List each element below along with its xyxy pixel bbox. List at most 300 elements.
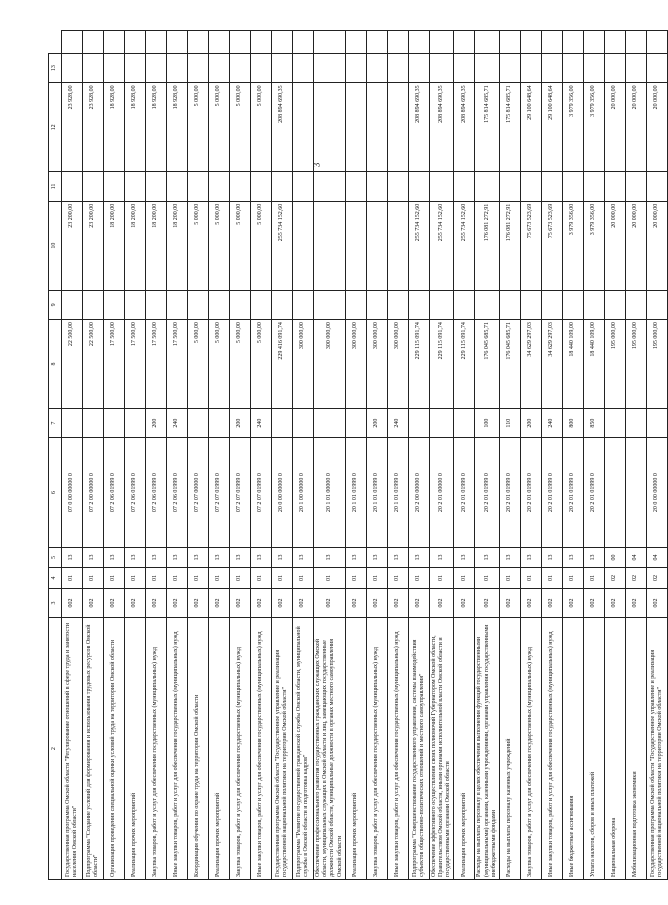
cell-empty	[167, 31, 188, 54]
cell-c10: 255 734 152,60	[272, 201, 293, 290]
table-row	[625, 31, 646, 880]
cell-c4: 02	[625, 568, 646, 588]
cell-c7	[62, 408, 83, 438]
cell-c12	[314, 83, 346, 172]
cell-c12	[366, 83, 387, 172]
cell-c7: 200	[230, 408, 251, 438]
cell-c6	[625, 438, 646, 547]
cell-c7	[293, 408, 314, 438]
cell-c3: 002	[520, 588, 541, 618]
cell-c10: 23 200,00	[83, 201, 104, 290]
cell-name: Реализация прочих мероприятий	[209, 618, 230, 880]
cell-c3: 002	[499, 588, 520, 618]
cell-c5: 13	[366, 547, 387, 567]
cell-c6: 20 2 01 01999 0	[541, 438, 562, 547]
cell-empty	[366, 53, 387, 83]
cell-c6: 07 2 06 01999 0	[167, 438, 188, 547]
column-header: 5	[49, 547, 62, 567]
cell-empty	[62, 53, 83, 83]
cell-c5: 13	[541, 547, 562, 567]
cell-c6	[604, 438, 625, 547]
table-row	[520, 31, 541, 880]
cell-c3: 002	[541, 588, 562, 618]
cell-c12: 20 000,00	[625, 83, 646, 172]
cell-c7	[604, 408, 625, 438]
cell-empty	[230, 290, 251, 320]
cell-c4: 01	[314, 568, 346, 588]
cell-empty	[146, 290, 167, 320]
cell-c3: 002	[429, 588, 454, 618]
cell-c8: 300 000,00	[293, 320, 314, 409]
cell-c5: 13	[454, 547, 475, 567]
cell-empty	[209, 290, 230, 320]
cell-c12: 18 928,00	[104, 83, 125, 172]
cell-c8: 229 115 091,74	[429, 320, 454, 409]
table-header	[49, 31, 62, 880]
cell-c3: 002	[146, 588, 167, 618]
table-row	[83, 31, 104, 880]
cell-c7: 200	[366, 408, 387, 438]
cell-c6: 20 1 01 01999 0	[366, 438, 387, 547]
cell-c8: 300 000,00	[314, 320, 346, 409]
cell-c8: 34 629 297,03	[541, 320, 562, 409]
table-row	[499, 31, 520, 880]
cell-empty	[562, 53, 583, 83]
cell-empty	[167, 53, 188, 83]
table-row	[366, 31, 387, 880]
cell-name: Расходы на выплаты персоналу в целях обеспечения выполнения функций государственными (муниципальными) органами, казенными учреждениями, органами управления государственными внебюджетными фондами	[475, 618, 500, 880]
cell-c6: 20 2 01 00000 0	[429, 438, 454, 547]
cell-c10	[345, 201, 366, 290]
cell-c7	[125, 408, 146, 438]
cell-empty	[562, 172, 583, 202]
table-row	[454, 31, 475, 880]
cell-c3: 002	[583, 588, 604, 618]
cell-c7	[272, 408, 293, 438]
cell-c6: 20 2 01 01999 0	[583, 438, 604, 547]
cell-c8: 300 000,00	[366, 320, 387, 409]
cell-c10	[387, 201, 408, 290]
cell-name: Реализация прочих мероприятий	[125, 618, 146, 880]
cell-c5: 04	[625, 547, 646, 567]
cell-empty	[251, 290, 272, 320]
page-number: 3	[311, 162, 322, 168]
cell-c6: 07 0 00 00000 0	[62, 438, 83, 547]
cell-empty	[454, 172, 475, 202]
cell-empty	[125, 31, 146, 54]
cell-empty	[454, 31, 475, 54]
cell-c10: 18 200,00	[146, 201, 167, 290]
cell-empty	[104, 172, 125, 202]
cell-c12: 5 000,00	[251, 83, 272, 172]
cell-c3: 002	[646, 588, 667, 618]
cell-c6: 07 2 00 00000 0	[83, 438, 104, 547]
cell-name: Мобилизационная подготовка экономики	[625, 618, 646, 880]
cell-c5: 13	[408, 547, 429, 567]
cell-c10: 18 200,00	[104, 201, 125, 290]
table-row	[604, 31, 625, 880]
cell-c12: 18 928,00	[167, 83, 188, 172]
table-row	[167, 31, 188, 880]
cell-c4: 01	[146, 568, 167, 588]
cell-empty	[541, 290, 562, 320]
cell-c3: 002	[104, 588, 125, 618]
table-row	[646, 31, 667, 880]
cell-c4: 01	[541, 568, 562, 588]
cell-c7: 800	[562, 408, 583, 438]
cell-c5: 13	[146, 547, 167, 567]
table-row	[251, 31, 272, 880]
cell-c3: 002	[62, 588, 83, 618]
cell-empty	[188, 290, 209, 320]
cell-c12	[293, 83, 314, 172]
cell-empty	[499, 53, 520, 83]
cell-empty	[646, 53, 667, 83]
cell-c5: 13	[499, 547, 520, 567]
cell-c7: 240	[251, 408, 272, 438]
cell-empty	[604, 172, 625, 202]
cell-empty	[429, 53, 454, 83]
cell-c12: 3 979 356,00	[562, 83, 583, 172]
cell-c7: 200	[520, 408, 541, 438]
cell-c8: 5 000,00	[209, 320, 230, 409]
cell-c8: 195 000,00	[646, 320, 667, 409]
cell-c6: 20 0 00 00000 0	[272, 438, 293, 547]
cell-c8: 5 000,00	[188, 320, 209, 409]
cell-name: Обеспечение профессионального развития государственных гражданских служащих Омской области, муниципальных служащих в Омской области и лиц, замещающих государственные должности Омской области, муниципальные должности в органах местного самоуправления Омской области	[314, 618, 346, 880]
cell-name: Расходы на выплаты персоналу казенных учреждений	[499, 618, 520, 880]
cell-name: Закупка товаров, работ и услуг для обеспечения государственных (муниципальных) нужд	[146, 618, 167, 880]
cell-c10: 255 734 152,60	[454, 201, 475, 290]
cell-c12: 20 000,00	[646, 83, 667, 172]
table-row	[209, 31, 230, 880]
cell-empty	[366, 290, 387, 320]
cell-c6: 07 2 06 01999 0	[104, 438, 125, 547]
cell-empty	[209, 53, 230, 83]
cell-c8: 18 440 109,00	[562, 320, 583, 409]
cell-c6: 20 2 01 01999 0	[520, 438, 541, 547]
cell-c12: 208 894 690,35	[454, 83, 475, 172]
cell-c8: 17 500,00	[125, 320, 146, 409]
cell-c4: 01	[188, 568, 209, 588]
cell-c3: 002	[604, 588, 625, 618]
cell-c3: 002	[314, 588, 346, 618]
table-row	[125, 31, 146, 880]
table-row	[272, 31, 293, 880]
cell-empty	[251, 172, 272, 202]
cell-name: Закупка товаров, работ и услуг для обеспечения государственных (муниципальных) нужд	[230, 618, 251, 880]
cell-empty	[272, 53, 293, 83]
cell-empty	[366, 31, 387, 54]
cell-c3: 002	[408, 588, 429, 618]
table-row	[104, 31, 125, 880]
cell-c10: 75 673 523,69	[520, 201, 541, 290]
cell-c6: 20 2 01 01999 0	[475, 438, 500, 547]
cell-name: Закупка товаров, работ и услуг для обеспечения государственных (муниципальных) нужд	[520, 618, 541, 880]
cell-c8: 34 629 297,03	[520, 320, 541, 409]
cell-empty	[475, 53, 500, 83]
cell-empty	[167, 172, 188, 202]
cell-empty	[125, 172, 146, 202]
cell-name: Иные закупки товаров, работ и услуг для обеспечения государственных (муниципальных) нужд	[387, 618, 408, 880]
cell-name: Реализация прочих мероприятий	[454, 618, 475, 880]
cell-empty	[345, 172, 366, 202]
cell-empty	[604, 290, 625, 320]
cell-empty	[454, 53, 475, 83]
cell-c4: 01	[562, 568, 583, 588]
cell-c3: 002	[125, 588, 146, 618]
cell-name: Закупка товаров, работ и услуг для обеспечения государственных (муниципальных) нужд	[366, 618, 387, 880]
table-row	[293, 31, 314, 880]
cell-empty	[146, 53, 167, 83]
cell-c4: 01	[62, 568, 83, 588]
cell-c5: 13	[209, 547, 230, 567]
cell-c7	[188, 408, 209, 438]
cell-c12: 5 000,00	[209, 83, 230, 172]
column-header: 12	[49, 83, 62, 172]
cell-c3: 002	[387, 588, 408, 618]
table-row	[583, 31, 604, 880]
cell-c5: 13	[104, 547, 125, 567]
cell-name: Реализация прочих мероприятий	[345, 618, 366, 880]
cell-c12: 18 928,00	[125, 83, 146, 172]
cell-empty	[251, 31, 272, 54]
cell-empty	[272, 172, 293, 202]
cell-empty	[62, 290, 83, 320]
cell-c7	[314, 408, 346, 438]
budget-table-landscape	[48, 30, 663, 880]
cell-c4: 01	[230, 568, 251, 588]
cell-empty	[499, 290, 520, 320]
cell-empty	[429, 172, 454, 202]
cell-c12: 175 814 685,71	[475, 83, 500, 172]
cell-c10: 176 081 272,91	[499, 201, 520, 290]
cell-c4: 01	[366, 568, 387, 588]
cell-empty	[475, 172, 500, 202]
cell-name: Государственная программа Омской области "Государственное управление и реализация государственной национальной политики на территории Омской области"	[272, 618, 293, 880]
cell-c10: 5 000,00	[209, 201, 230, 290]
cell-c4: 01	[583, 568, 604, 588]
cell-c8: 300 000,00	[387, 320, 408, 409]
column-header: 4	[49, 568, 62, 588]
cell-c6: 07 2 06 01999 0	[125, 438, 146, 547]
cell-c4: 01	[475, 568, 500, 588]
cell-c6: 07 2 07 00000 0	[188, 438, 209, 547]
cell-empty	[604, 53, 625, 83]
cell-c7	[83, 408, 104, 438]
table-row	[429, 31, 454, 880]
cell-c10: 20 000,00	[625, 201, 646, 290]
column-header: 6	[49, 438, 62, 547]
cell-c6: 20 0 00 00000 0	[646, 438, 667, 547]
cell-empty	[387, 172, 408, 202]
cell-c6: 07 2 07 01999 0	[251, 438, 272, 547]
table-row	[541, 31, 562, 880]
column-header: 2	[49, 618, 62, 880]
cell-c7	[429, 408, 454, 438]
cell-name: Подпрограмма "Развитие государственной гражданской службы Омской области, муниципальной службы в Омской области и подготовка кадров"	[293, 618, 314, 880]
cell-empty	[520, 172, 541, 202]
cell-c3: 002	[562, 588, 583, 618]
cell-empty	[293, 31, 314, 54]
cell-c12: 3 979 356,00	[583, 83, 604, 172]
cell-empty	[408, 31, 429, 54]
cell-c6: 20 1 01 00000 0	[314, 438, 346, 547]
cell-c12: 208 894 690,35	[408, 83, 429, 172]
cell-c7	[454, 408, 475, 438]
cell-name: Подпрограмма "Создание условий для формирования и использования трудовых ресурсов Омской области"	[83, 618, 104, 880]
cell-empty	[583, 53, 604, 83]
cell-empty	[125, 53, 146, 83]
cell-empty	[520, 290, 541, 320]
cell-empty	[646, 172, 667, 202]
cell-c3: 002	[209, 588, 230, 618]
table-row	[387, 31, 408, 880]
column-header: 3	[49, 588, 62, 618]
cell-c4: 01	[454, 568, 475, 588]
cell-empty	[499, 31, 520, 54]
table-row	[345, 31, 366, 880]
cell-c10: 3 979 356,00	[562, 201, 583, 290]
cell-empty	[293, 290, 314, 320]
cell-c8: 17 500,00	[167, 320, 188, 409]
cell-empty	[387, 53, 408, 83]
cell-empty	[454, 290, 475, 320]
cell-empty	[272, 290, 293, 320]
cell-c6: 20 2 01 01999 0	[499, 438, 520, 547]
cell-empty	[251, 53, 272, 83]
column-header: 9	[49, 290, 62, 320]
cell-c12: 29 100 648,64	[520, 83, 541, 172]
table-row	[314, 31, 346, 880]
cell-empty	[408, 290, 429, 320]
cell-empty	[604, 31, 625, 54]
cell-c3: 002	[454, 588, 475, 618]
cell-empty	[345, 290, 366, 320]
cell-c5: 00	[604, 547, 625, 567]
cell-empty	[104, 290, 125, 320]
cell-empty	[562, 290, 583, 320]
cell-empty	[387, 31, 408, 54]
cell-c4: 01	[520, 568, 541, 588]
cell-empty	[625, 172, 646, 202]
cell-c4: 01	[83, 568, 104, 588]
cell-c12: 175 814 685,71	[499, 83, 520, 172]
cell-c10	[293, 201, 314, 290]
cell-c10: 5 000,00	[230, 201, 251, 290]
cell-c10: 5 000,00	[188, 201, 209, 290]
cell-c10: 255 734 152,60	[429, 201, 454, 290]
cell-c4: 01	[408, 568, 429, 588]
cell-c8: 229 115 091,74	[408, 320, 429, 409]
cell-empty	[83, 290, 104, 320]
cell-c8: 5 000,00	[251, 320, 272, 409]
cell-empty	[188, 53, 209, 83]
cell-empty	[188, 172, 209, 202]
cell-c4: 01	[209, 568, 230, 588]
cell-empty	[314, 172, 346, 202]
cell-c3: 002	[83, 588, 104, 618]
cell-c7: 100	[475, 408, 500, 438]
column-header: 13	[49, 53, 62, 83]
cell-empty	[408, 172, 429, 202]
cell-c4: 01	[499, 568, 520, 588]
cell-c5: 13	[230, 547, 251, 567]
cell-c5: 13	[188, 547, 209, 567]
cell-empty	[541, 53, 562, 83]
cell-empty	[188, 31, 209, 54]
cell-c10: 18 200,00	[125, 201, 146, 290]
cell-c12	[345, 83, 366, 172]
budget-table	[48, 30, 668, 880]
cell-c3: 002	[293, 588, 314, 618]
cell-c7: 240	[541, 408, 562, 438]
cell-empty	[429, 290, 454, 320]
cell-c8: 176 045 685,71	[475, 320, 500, 409]
cell-c8: 18 440 109,00	[583, 320, 604, 409]
cell-name: Подпрограмма "Совершенствование государственного управления, системы взаимодействия субъектов общественно-политических отношений и местного самоуправления"	[408, 618, 429, 880]
cell-c6: 20 1 01 01999 0	[387, 438, 408, 547]
cell-c4: 01	[293, 568, 314, 588]
cell-c7	[408, 408, 429, 438]
cell-empty	[345, 53, 366, 83]
cell-empty	[408, 53, 429, 83]
cell-c12: 18 928,00	[146, 83, 167, 172]
cell-c8: 195 000,00	[604, 320, 625, 409]
cell-c3: 002	[345, 588, 366, 618]
cell-c8: 5 000,00	[230, 320, 251, 409]
cell-empty	[475, 290, 500, 320]
cell-c6: 20 2 00 00000 0	[408, 438, 429, 547]
table-row	[230, 31, 251, 880]
cell-c10: 20 000,00	[646, 201, 667, 290]
cell-c7	[104, 408, 125, 438]
cell-empty	[230, 31, 251, 54]
cell-empty	[125, 290, 146, 320]
cell-c4: 01	[251, 568, 272, 588]
cell-c10: 18 200,00	[167, 201, 188, 290]
cell-name: Национальная оборона	[604, 618, 625, 880]
table-row	[408, 31, 429, 880]
column-header: 10	[49, 201, 62, 290]
cell-c7	[209, 408, 230, 438]
cell-empty	[104, 53, 125, 83]
cell-empty	[625, 290, 646, 320]
cell-c4: 01	[167, 568, 188, 588]
cell-c10	[366, 201, 387, 290]
cell-c5: 13	[125, 547, 146, 567]
cell-c5: 13	[475, 547, 500, 567]
cell-c8: 22 500,00	[62, 320, 83, 409]
cell-empty	[104, 31, 125, 54]
cell-c4: 01	[272, 568, 293, 588]
cell-c6: 07 2 07 01999 0	[230, 438, 251, 547]
cell-c10: 23 200,00	[62, 201, 83, 290]
column-header: 11	[49, 172, 62, 202]
cell-c8: 229 416 091,74	[272, 320, 293, 409]
cell-empty	[83, 31, 104, 54]
cell-empty	[83, 172, 104, 202]
cell-empty	[167, 290, 188, 320]
cell-name: Организация проведения специальной оценки условий труда на территории Омской области	[104, 618, 125, 880]
cell-c10: 255 734 152,60	[408, 201, 429, 290]
cell-c12: 208 894 690,35	[429, 83, 454, 172]
cell-c5: 13	[83, 547, 104, 567]
cell-empty	[583, 290, 604, 320]
table-row	[62, 31, 83, 880]
cell-empty	[314, 31, 346, 54]
cell-empty	[583, 172, 604, 202]
